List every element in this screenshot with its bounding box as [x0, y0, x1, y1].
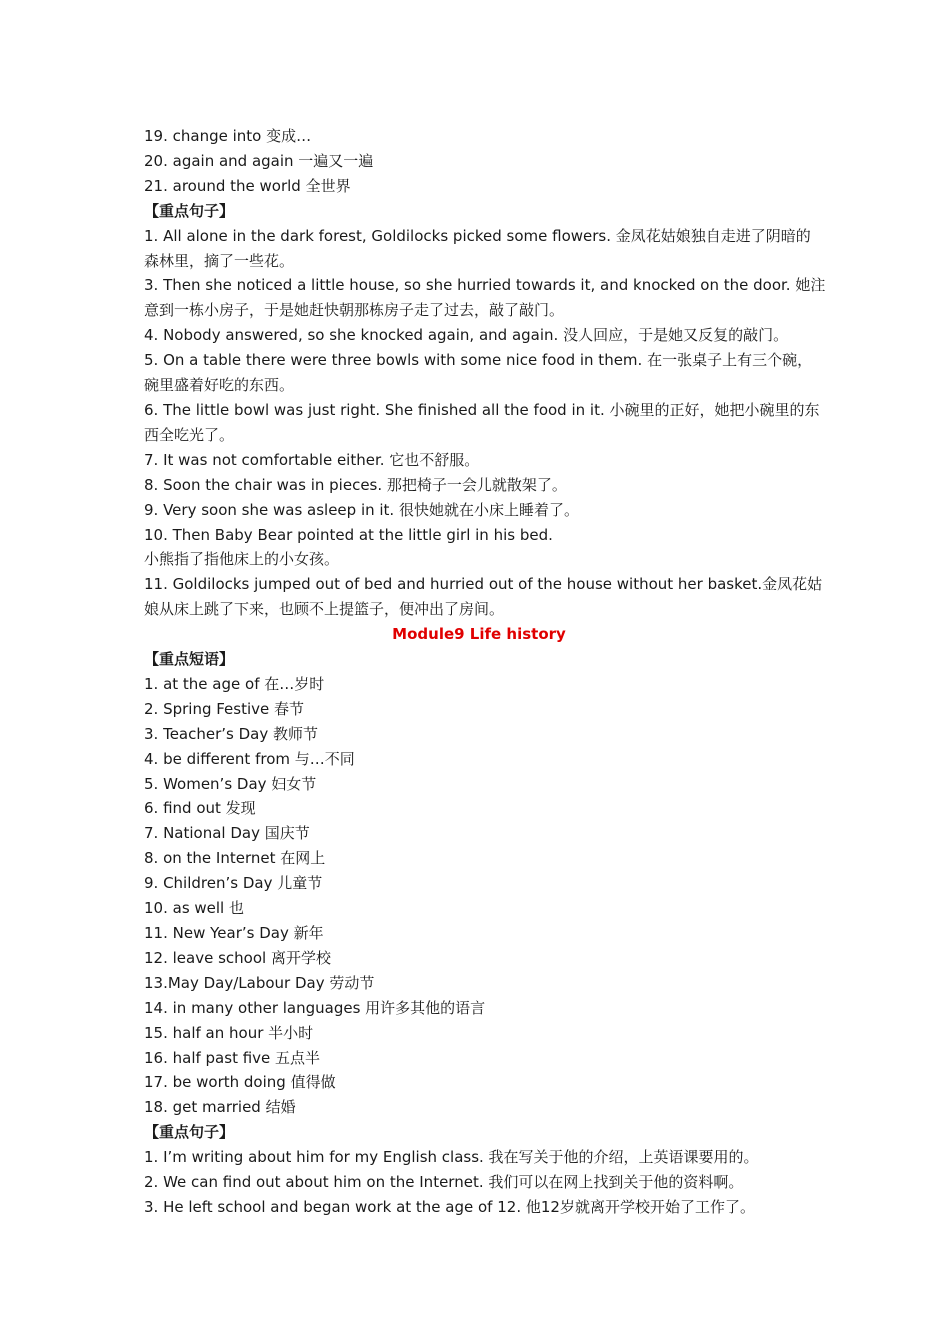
- phrase-item: 9. Children’s Day 儿童节: [144, 874, 323, 893]
- phrase-item: 7. National Day 国庆节: [144, 824, 310, 843]
- phrase-item: 10. as well 也: [144, 899, 244, 918]
- sentence-line: 碗里盛着好吃的东西。: [144, 376, 295, 395]
- phrase-item: 11. New Year’s Day 新年: [144, 924, 324, 942]
- document-page: [144, 124, 826, 1220]
- module-title: Module9 Life history: [392, 625, 566, 644]
- sentence-line: 1. All alone in the dark forest, Goldilocks picked some flowers. 金凤花姑娘独自走进了阴暗的: [144, 226, 811, 245]
- sentence-line: 3. He left school and began work at the age of 12. 他12岁就离开学校开始了工作了。: [144, 1197, 755, 1216]
- phrase-item: 2. Spring Festive 春节: [144, 699, 305, 718]
- phrase-item: 8. on the Internet 在网上: [144, 849, 326, 868]
- sentence-line: 5. On a table there were three bowls with some nice food in them. 在一张桌子上有三个碗，: [144, 351, 813, 370]
- sentence-line: 3. Then she noticed a little house, so she hurried towards it, and knocked on the door. 她注: [144, 276, 826, 295]
- phrase-item: 12. leave school 离开学校: [144, 948, 331, 967]
- phrase-item: 13.May Day/Labour Day 劳动节: [144, 973, 375, 992]
- phrase-item: 5. Women’s Day 妇女节: [144, 774, 317, 793]
- phrase-list-continued: [144, 124, 814, 199]
- phrase-item: 6. find out 发现: [144, 799, 256, 818]
- phrase-item: 4. be different from 与…不同: [144, 749, 355, 768]
- sentence-line: 6. The little bowl was just right. She finished all the food in it. 小碗里的正好，她把小碗里的东: [144, 400, 820, 419]
- key-sentences-heading: 【重点句子】: [144, 201, 235, 220]
- phrase-item: 19. change into 变成…: [144, 127, 312, 145]
- sentence-line: 意到一栋小房子，于是她赶快朝那栋房子走了过去，敲了敲门。: [144, 301, 565, 320]
- key-sentences-heading: 【重点句子】: [144, 1123, 235, 1142]
- sentence-line: 1. I’m writing about him for my English class. 我在写关于他的介绍，上英语课要用的。: [144, 1148, 759, 1167]
- sentence-line: 11. Goldilocks jumped out of bed and hurried out of the house without her basket.金凤花姑: [144, 575, 823, 594]
- phrase-item: 14. in many other languages 用许多其他的语言: [144, 998, 486, 1017]
- phrase-item: 1. at the age of 在…岁时: [144, 674, 325, 693]
- sentence-line: 9. Very soon she was asleep in it. 很快她就在小床上睡着了。: [144, 500, 579, 519]
- phrase-item: 18. get married 结婚: [144, 1098, 296, 1117]
- phrase-item: 15. half an hour 半小时: [144, 1023, 314, 1042]
- sentence-line: 小熊指了指他床上的小女孩。: [144, 550, 340, 569]
- sentence-line: 森林里，摘了一些花。: [144, 251, 295, 270]
- phrase-item: 20. again and again 一遍又一遍: [144, 151, 374, 170]
- key-phrases-heading: 【重点短语】: [144, 650, 235, 669]
- phrase-item: 3. Teacher’s Day 教师节: [144, 724, 319, 743]
- key-sentences-list: [144, 224, 826, 623]
- sentence-line: 娘从床上跳了下来，也顾不上提篮子，便冲出了房间。: [144, 600, 505, 619]
- sentence-line: 4. Nobody answered, so she knocked again, and again. 没人回应，于是她又反复的敲门。: [144, 326, 789, 345]
- key-phrases-list: [144, 672, 814, 1120]
- key-sentences-list: [144, 1145, 814, 1220]
- sentence-line: 8. Soon the chair was in pieces. 那把椅子一会儿就散架了。: [144, 475, 567, 494]
- sentence-line: 西全吃光了。: [144, 425, 235, 444]
- sentence-line: 10. Then Baby Bear pointed at the little girl in his bed.: [144, 525, 553, 544]
- phrase-item: 16. half past five 五点半: [144, 1048, 321, 1067]
- phrase-item: 17. be worth doing 值得做: [144, 1073, 336, 1092]
- sentence-line: 7. It was not comfortable either. 它也不舒服。: [144, 450, 480, 469]
- sentence-line: 2. We can find out about him on the Internet. 我们可以在网上找到关于他的资料啊。: [144, 1173, 744, 1192]
- phrase-item: 21. around the world 全世界: [144, 176, 351, 195]
